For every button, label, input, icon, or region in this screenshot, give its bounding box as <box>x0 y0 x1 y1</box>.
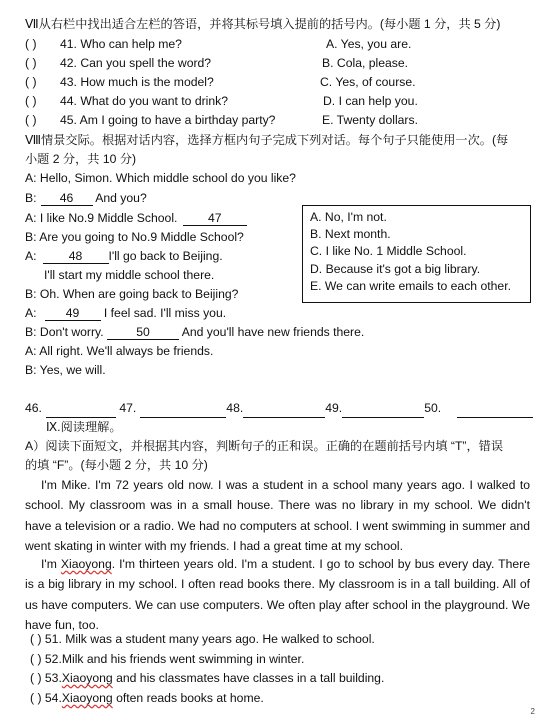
dialog-line-1: A: Hello, Simon. Which middle school do you like? <box>25 171 296 185</box>
box-option-e: E. We can write emails to each other. <box>310 278 511 293</box>
q54-paren[interactable]: ( ) <box>30 691 42 705</box>
q43-text: 43. How much is the model? <box>60 75 214 89</box>
q51: ( ) 51. Milk was a student many years ago. He walked to school. <box>30 632 375 646</box>
answer-line-46[interactable] <box>46 400 116 418</box>
option-e-right: E. Twenty dollars. <box>322 113 418 127</box>
q53-paren[interactable]: ( ) <box>30 671 42 685</box>
q45-paren: ( ) <box>25 113 37 127</box>
q42-paren: ( ) <box>25 56 37 70</box>
options-box <box>302 205 531 303</box>
dialog-line-5: A: 48 I'll go back to Beijing. <box>25 249 223 263</box>
q52: ( ) 52.Milk and his friends went swimming in winter. <box>30 652 305 666</box>
box-option-c: C. I like No. 1 Middle School. <box>310 244 467 259</box>
section8-header-cont: 小题 2 分，共 10 分) <box>25 152 137 166</box>
q44-text: 44. What do you want to drink? <box>60 94 229 108</box>
passage-paragraph-1: I'm Mike. I'm 72 years old now. I was a student in a school many years ago. I walked to school. My classroom was in a small house. There was no library in my school. We didn't have a television or a radio. We had no computers at school. I went swimming in summer and went skating in winter with my friends. I had a great time at my school. <box>25 478 530 553</box>
section9-sub-a: A）阅读下面短文，并根据其内容，判断句子的正和误。正确的在题前括号内填 “T”，错误 <box>25 439 504 453</box>
answer-lines: 46. 47. 48. 49. 50. <box>25 400 533 418</box>
section7-header: Ⅶ从右栏中找出适合左栏的答语，并将其标号填入提前的括号内。(每小题 1 分，共 5 分) <box>25 17 501 31</box>
dialog-line-11: B: Yes, we will. <box>25 363 106 377</box>
blank-49: 49 <box>45 306 101 321</box>
section9-sub-a-cont: 的填 “F”。(每小题 2 分，共 10 分) <box>25 458 208 472</box>
q45-text: 45. Am I going to have a birthday party? <box>60 113 276 127</box>
dialog-line-7: B: Oh. When are going back to Beijing? <box>25 287 239 301</box>
page-number: 2 <box>530 707 535 716</box>
q51-paren[interactable]: ( ) <box>30 632 42 646</box>
box-option-a: A. No, I'm not. <box>310 210 387 224</box>
name-xiaoyong: Xiaoyong <box>60 557 112 571</box>
answer-line-49[interactable] <box>342 400 424 418</box>
box-option-d: D. Because it's got a big library. <box>310 261 481 276</box>
option-d-right: D. I can help you. <box>323 94 418 108</box>
answer-line-47[interactable] <box>140 400 226 418</box>
dialog-line-10: A: All right. We'll always be friends. <box>25 344 214 358</box>
dialog-line-6: I'll start my middle school there. <box>44 268 215 282</box>
q53: ( ) 53.Xiaoyong and his classmates have classes in a tall building. <box>30 671 385 685</box>
q52-paren[interactable]: ( ) <box>30 652 42 666</box>
section8-header: Ⅷ情景交际。根据对话内容，选择方框内句子完成下列对话。每个句子只能使用一次。(每 <box>25 133 509 147</box>
q54: ( ) 54.Xiaoyong often reads books at home. <box>30 691 264 705</box>
dialog-line-3: A: I like No.9 Middle School. 47 <box>25 210 247 227</box>
dialog-line-4: B: Are you going to No.9 Middle School? <box>25 230 244 244</box>
answer-line-48[interactable] <box>243 400 325 418</box>
blank-50: 50 <box>107 325 179 340</box>
dialog-line-2: B: 46 And you? <box>25 191 147 205</box>
answer-line-50[interactable] <box>457 400 533 418</box>
q43-paren: ( ) <box>25 75 37 89</box>
q41-paren: ( ) <box>25 37 37 51</box>
dialog-line-9: B: Don't worry. 50 And you'll have new friends there. <box>25 325 365 339</box>
option-c-right: C. Yes, of course. <box>320 75 416 89</box>
option-b-right: B. Cola, please. <box>322 56 409 70</box>
option-a-right: A. Yes, you are. <box>326 37 412 51</box>
blank-46: 46 <box>41 191 93 206</box>
q41-text: 41. Who can help me? <box>60 37 182 51</box>
blank-47: 47 <box>183 211 247 226</box>
q44-paren: ( ) <box>25 94 37 108</box>
section9-header: Ⅸ.阅读理解。 <box>46 420 122 434</box>
box-option-b: B. Next month. <box>310 227 391 242</box>
blank-48: 48 <box>43 249 109 264</box>
passage-paragraph-2: I'm Xiaoyong. I'm thirteen years old. I'm a student. I go to school by bus every day. There is a big library in my school. I often read books there. My classroom is in a tall building. All of us have computers. We can use computers. We often play after school in the playground. We have fun, too. <box>25 557 530 632</box>
dialog-line-8: A: 49 I feel sad. I'll miss you. <box>25 306 227 320</box>
q42-text: 42. Can you spell the word? <box>60 56 212 70</box>
